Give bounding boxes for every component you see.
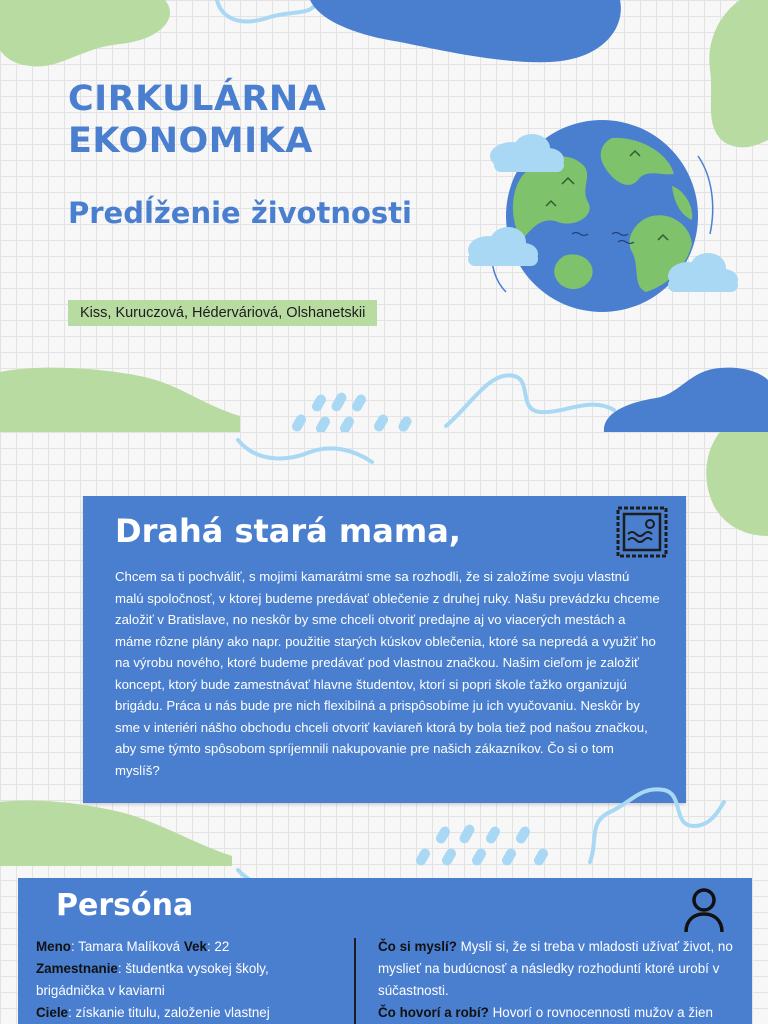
decor-green-blob-bottom-left-2 — [0, 798, 240, 866]
says-value: Hovorí o rovnocennosti mužov a žien — [488, 1005, 713, 1020]
decor-dashes — [280, 390, 420, 432]
age-value: : 22 — [206, 939, 230, 954]
decor-squiggle-top-2 — [236, 432, 376, 468]
decor-dashes-2 — [408, 822, 568, 866]
person-icon — [682, 886, 726, 934]
job-label: Zamestnanie — [36, 961, 118, 976]
globe-icon — [462, 116, 742, 316]
letter-card — [83, 496, 686, 803]
authors-badge: Kiss, Kuruczová, Héderváriová, Olshanetskii — [68, 300, 377, 326]
job-value: : študentka vysokej školy, brigádnička v kaviarni — [36, 961, 269, 998]
persona-divider — [354, 938, 356, 1024]
persona-heading: Persóna — [56, 888, 194, 923]
persona-details-left — [36, 936, 336, 1024]
persona-card — [18, 878, 752, 1024]
name-label: Meno — [36, 939, 71, 954]
thinks-label: Čo si myslí? — [378, 939, 457, 954]
letter-heading: Drahá stará mama, — [115, 512, 461, 550]
age-label: Vek — [183, 939, 207, 954]
title-line-1: CIRKULÁRNA — [68, 79, 327, 119]
goals-value: : získanie titulu, založenie vlastnej — [68, 1005, 270, 1020]
decor-squiggle-bottom — [440, 366, 620, 432]
decor-green-blob-bottom-left — [0, 364, 240, 432]
page-title — [68, 78, 326, 162]
persona-details-right — [378, 936, 738, 1024]
subtitle: Predĺženie životnosti — [68, 196, 412, 230]
decor-blue-blob-top — [300, 0, 630, 80]
title-line-2: EKONOMIKA — [68, 121, 313, 161]
letter-slide — [0, 432, 768, 866]
name-value: : Tamara Malíková — [70, 939, 181, 954]
decor-green-blob-top-left — [0, 0, 200, 80]
decor-squiggle-bottom-2 — [580, 782, 730, 866]
stamp-icon — [614, 504, 670, 560]
says-label: Čo hovorí a robí? — [378, 1005, 489, 1020]
title-slide — [0, 0, 768, 432]
decor-blue-blob-bottom-right — [600, 364, 768, 432]
letter-body: Chcem sa ti pochváliť, s mojimi kamarátmi sme sa rozhodli, že si založíme svoju vlastnú malú spoločnosť, v ktorej budeme predávať oblečenie z druhej ruky. Našu prevádzku chceme založiť v Bratislave, no neskôr by sme chceli otvoriť predajne aj vo viacerých mestách a máme rôzne plány ako napr. použitie starých kúskov oblečenia, ktoré sa nepredá a využiť ho na výrobu nového, ktoré budeme predávať pod vlastnou značkou. Našim cieľom je založiť koncept, ktorý bude zamestnávať hlavne študentov, ktorí si popri škole ťažko organizujú brigádu. Práca u nás bude pre nich flexibilná a prispôsobíme ju ich vyučovaniu. Neskôr by sme v interiéri nášho obchodu chceli otvoriť kaviareň ktorá by bola tiež pod našou značkou, aby sme týmto spôsobom spríjemnili nakupovanie pre našich zákazníkov. Čo si o tom myslíš? — [115, 569, 660, 778]
thinks-value: Myslí si, že si treba v mladosti užívať život, no myslieť na budúcnosť a následky rozhoduntí ktoré urobí v súčastnosti. — [378, 939, 733, 998]
decor-green-blob-top-right-2 — [700, 432, 768, 542]
persona-slide — [0, 866, 768, 1024]
goals-label: Ciele — [36, 1005, 69, 1020]
